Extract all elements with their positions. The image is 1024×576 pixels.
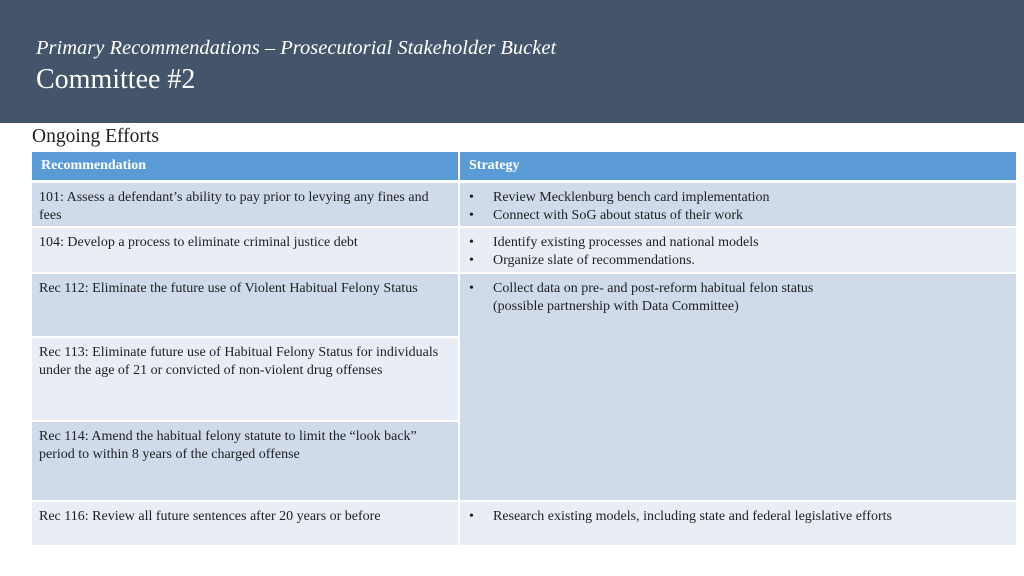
slide-subtitle: Primary Recommendations – Prosecutorial Stakeholder Bucket (36, 37, 557, 59)
strategy-cell (459, 273, 1017, 501)
header-banner (0, 0, 1024, 123)
strategy-list (467, 234, 1009, 270)
strategy-item: • Connect with SoG about status of their work (467, 207, 1009, 225)
strategy-cell (459, 227, 1017, 273)
recommendation-cell: Rec 112: Eliminate the future use of Violent Habitual Felony Status (31, 273, 459, 337)
recommendation-cell: 104: Develop a process to eliminate criminal justice debt (31, 227, 459, 273)
strategy-item: • Identify existing processes and national models (467, 234, 1009, 252)
strategy-item (467, 280, 1009, 316)
strategy-list (467, 189, 1009, 225)
strategy-cell (459, 182, 1017, 227)
strategy-list (467, 508, 1009, 526)
strategy-item: • Research existing models, including state and federal legislative efforts (467, 508, 1009, 526)
table-row (31, 227, 1017, 273)
strategy-cell (459, 501, 1017, 546)
column-header-strategy: Strategy (459, 151, 1017, 182)
table-header-row (31, 151, 1017, 182)
recommendation-cell: Rec 113: Eliminate future use of Habitual Felony Status for individuals under the age of 21 or convicted of non-violent drug offenses (31, 337, 459, 421)
recommendation-cell: Rec 116: Review all future sentences after 20 years or before (31, 501, 459, 546)
strategy-item-note: (possible partnership with Data Committee) (493, 298, 739, 314)
recommendations-table (30, 150, 1018, 547)
table-row (31, 273, 1017, 337)
strategy-item: • Organize slate of recommendations. (467, 252, 1009, 270)
strategy-list (467, 280, 1009, 316)
table-row (31, 182, 1017, 227)
column-header-recommendation: Recommendation (31, 151, 459, 182)
table-row (31, 501, 1017, 546)
strategy-item: • Review Mecklenburg bench card implementation (467, 189, 1009, 207)
section-title: Ongoing Efforts (32, 126, 159, 147)
strategy-item-text: Collect data on pre- and post-reform habitual felon status (493, 280, 814, 296)
recommendation-cell: Rec 114: Amend the habitual felony statute to limit the “look back” period to within 8 years of the charged offense (31, 421, 459, 501)
recommendation-cell: 101: Assess a defendant’s ability to pay prior to levying any fines and fees (31, 182, 459, 227)
slide-title: Committee #2 (36, 64, 196, 95)
